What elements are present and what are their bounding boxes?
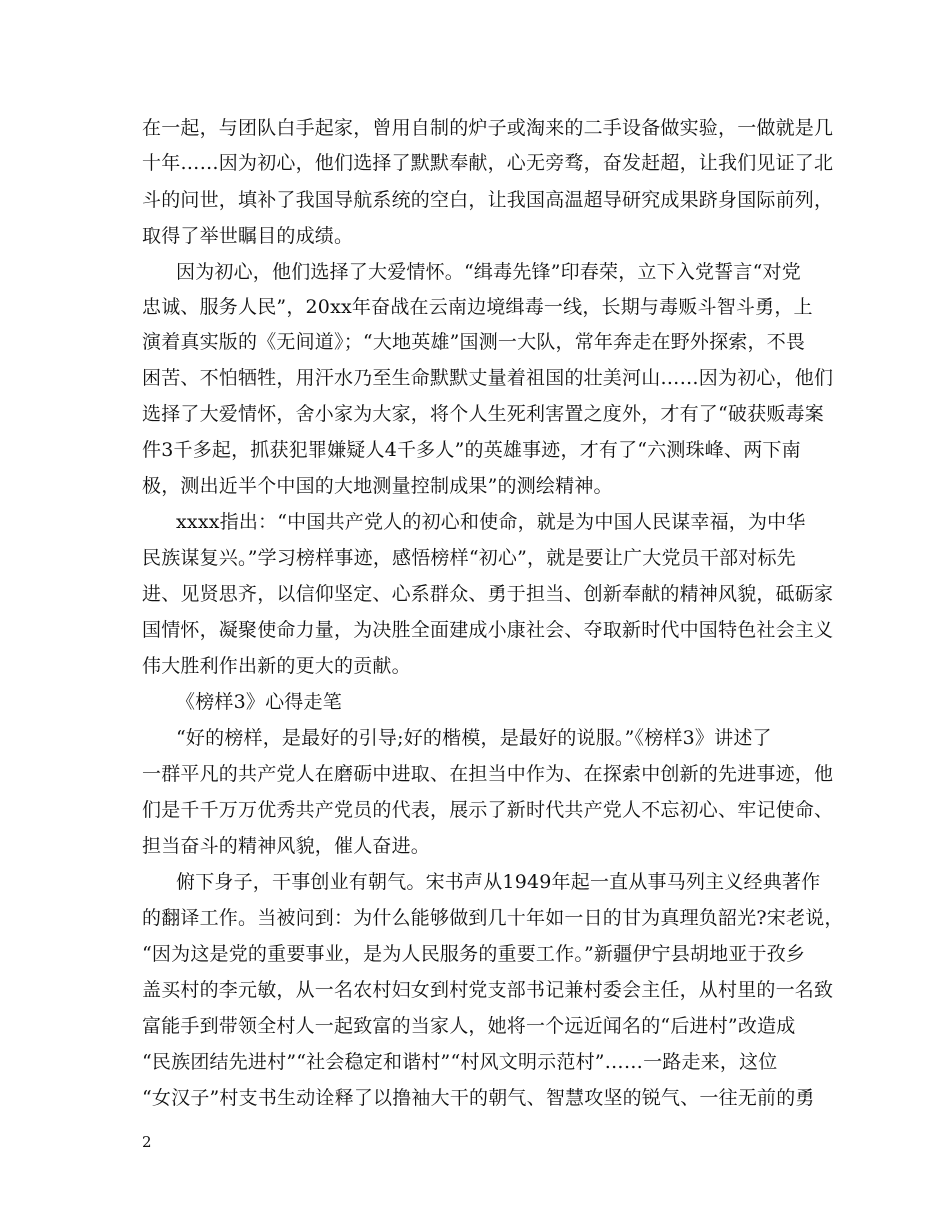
text-line: 困苦、不怕牺牲，用汗水乃至生命默默丈量着祖国的壮美河山……因为初心，他们 (142, 367, 834, 389)
text-line: “民族团结先进村”“社会稳定和谐村”“村风文明示范村”……一路走来，这位 (142, 1051, 778, 1073)
text-line: 国情怀，凝聚使命力量，为决胜全面建成小康社会、夺取新时代中国特色社会主义 (142, 619, 834, 641)
text-line: 民族谋复兴。”学习榜样事迹，感悟榜样“初心”，就是要让广大党员干部对标先 (142, 547, 796, 569)
text-line: 俯下身子，干事创业有朝气。宋书声从1949年起一直从事马列主义经典著作 (176, 871, 821, 893)
text-line: 盖买村的李元敏，从一名农村妇女到村党支部书记兼村委会主任，从村里的一名致 (142, 979, 834, 1001)
text-line: 伟大胜利作出新的更大的贡献。 (142, 655, 411, 677)
text-line: 十年……因为初心，他们选择了默默奉献，心无旁骛，奋发赶超，让我们见证了北 (142, 152, 834, 174)
text-line: 一群平凡的共产党人在磨砺中进取、在担当中作为、在探索中创新的先进事迹，他 (142, 763, 834, 785)
text-line: 富能手到带领全村人一起致富的当家人，她将一个远近闻名的“后进村”改造成 (142, 1015, 796, 1037)
text-line: 斗的问世，填补了我国导航系统的空白，让我国高温超导研究成果跻身国际前列， (142, 189, 834, 211)
text-line: 忠诚、服务人民”，20xx年奋战在云南边境缉毒一线，长期与毒贩斗智斗勇，上 (142, 296, 813, 318)
text-line: 件3千多起，抓获犯罪嫌疑人4千多人”的英雄事迹，才有了“六测珠峰、两下南 (142, 439, 801, 461)
text-line: “女汉子”村支书生动诠释了以撸袖大干的朝气、智慧攻坚的锐气、一往无前的勇 (142, 1087, 815, 1109)
text-line: 在一起，与团队白手起家，曾用自制的炉子或淘来的二手设备做实验，一做就是几 (142, 117, 834, 139)
text-line: “好的榜样，是最好的引导;好的楷模，是最好的说服。”《榜样3》讲述了 (176, 727, 772, 749)
text-line: xxxx指出：“中国共产党人的初心和使命，就是为中国人民谋幸福，为中华 (176, 511, 806, 533)
section-heading: 《榜样3》心得走笔 (176, 691, 342, 713)
text-line: 选择了大爱情怀，舍小家为大家，将个人生死利害置之度外，才有了“破获贩毒案 (142, 403, 824, 425)
text-line: 的翻译工作。当被问到：为什么能够做到几十年如一日的甘为真理负韶光?宋老说， (142, 907, 844, 929)
text-line: “因为这是党的重要事业，是为人民服务的重要工作。”新疆伊宁县胡地亚于孜乡 (142, 943, 806, 965)
text-line: 极，测出近半个中国的大地测量控制成果”的测绘精神。 (142, 475, 613, 497)
text-line: 因为初心，他们选择了大爱情怀。“缉毒先锋”印春荣，立下入党誓言“对党 (176, 261, 801, 283)
text-line: 们是千千万万优秀共产党员的代表，展示了新时代共产党人不忘初心、牢记使命、 (142, 799, 834, 821)
text-line: 担当奋斗的精神风貌，催人奋进。 (142, 835, 431, 857)
page-number: 2 (142, 1133, 152, 1151)
text-line: 取得了举世瞩目的成绩。 (142, 225, 354, 247)
text-line: 演着真实版的《无间道》；“大地英雄”国测一大队，常年奔走在野外探索，不畏 (142, 331, 806, 353)
text-line: 进、见贤思齐，以信仰坚定、心系群众、勇于担当、创新奉献的精神风貌，砥砺家 (142, 583, 834, 605)
